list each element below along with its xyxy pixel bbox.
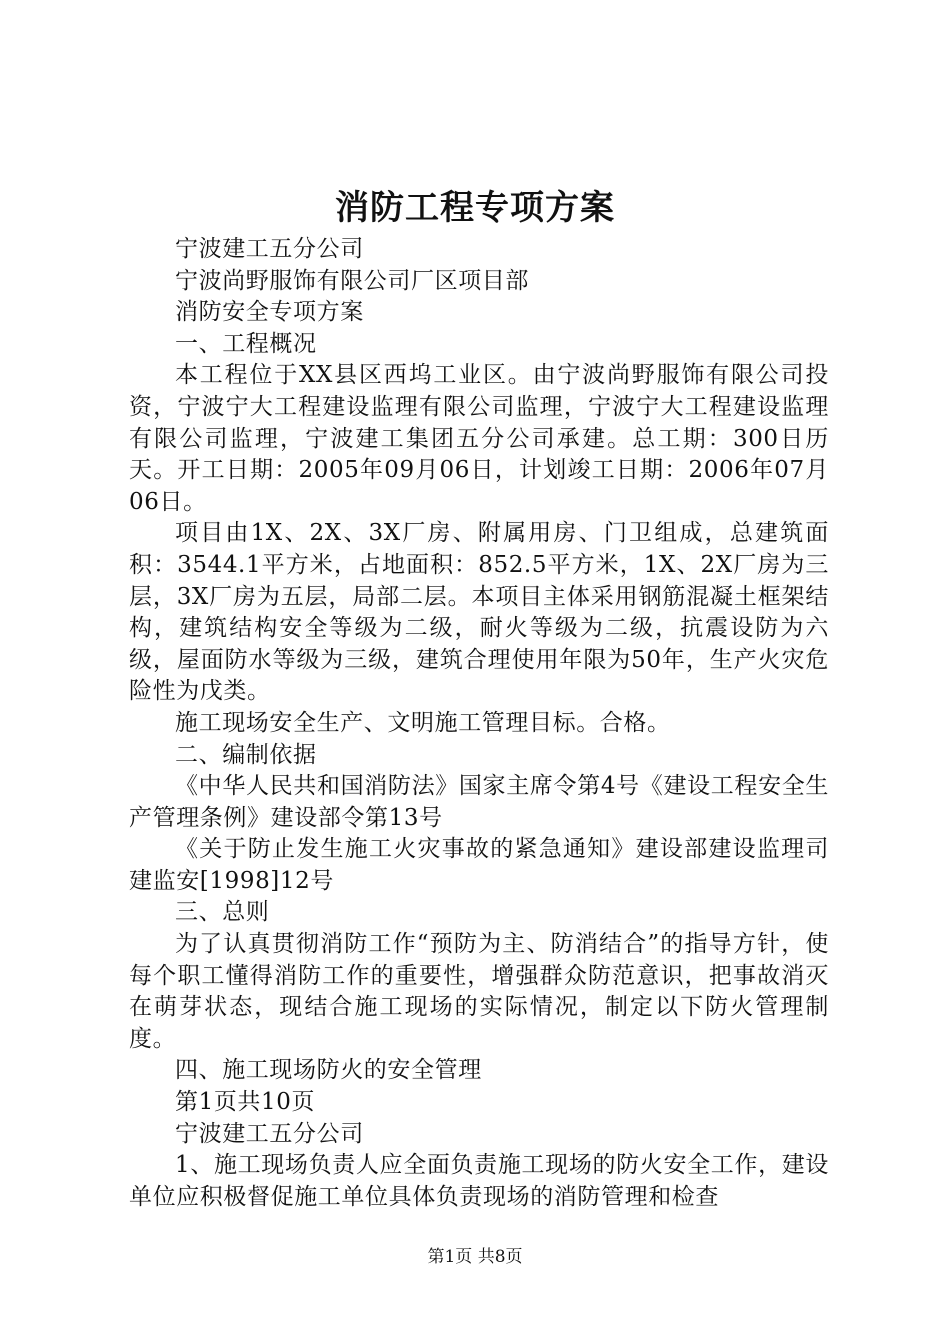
page-footer: 第1页 共8页	[427, 1247, 523, 1267]
paragraph-inline-page-number: 第1页共10页	[175, 1089, 316, 1116]
paragraph-plan-name: 消防安全专项方案	[175, 299, 364, 326]
section-heading-overview: 一、工程概况	[175, 330, 317, 357]
section-heading-basis: 二、编制依据	[175, 741, 317, 768]
paragraph-company: 宁波建工五分公司	[175, 236, 364, 262]
section-heading-site-fire: 四、施工现场防火的安全管理	[175, 1057, 482, 1084]
section-heading-general: 三、总则	[175, 899, 270, 926]
paragraph-overview-building: 项目由1X、2X、3X厂房、附属用房、门卫组成，总建筑面积：3544.1平方米，占地面积：852.5平方米，1X、2X厂房为三层，3X厂房为五层，局部二层。本项目主体采用钢筋混凝土框架结构，建筑结构安全等级为二级，耐火等级为二级，抗震设防为六级，屋面防水等级为三级，建筑合理使用年限为50年，生产火灾危险性为戊类。	[129, 520, 829, 705]
paragraph-basis-notice: 《关于防止发生施工火灾事故的紧急通知》建设部建设监理司建监安[1998]12号	[129, 836, 829, 894]
paragraph-item-1: 1、施工现场负责人应全面负责施工现场的防火安全工作，建设单位应积极督促施工单位具体负责现场的消防管理和检查	[129, 1152, 829, 1210]
paragraph-overview-location: 本工程位于XX县区西坞工业区。由宁波尚野服饰有限公司投资，宁波宁大工程建设监理有限公司监理，宁波宁大工程建设监理有限公司监理，宁波建工集团五分公司承建。总工期：300日历天。开工日期：2005年09月06日，计划竣工日期：2006年07月06日。	[129, 362, 829, 515]
document-body	[129, 234, 829, 1213]
paragraph-basis-law: 《中华人民共和国消防法》国家主席令第4号《建设工程安全生产管理条例》建设部令第13号	[129, 773, 829, 831]
paragraph-company-repeat: 宁波建工五分公司	[175, 1120, 364, 1147]
paragraph-management-goal: 施工现场安全生产、文明施工管理目标。合格。	[175, 709, 671, 736]
paragraph-general-policy: 为了认真贯彻消防工作“预防为主、防消结合”的指导方针，使每个职工懂得消防工作的重要性，增强群众防范意识，把事故消灭在萌芽状态，现结合施工现场的实际情况，制定以下防火管理制度。	[129, 931, 829, 1052]
document-title: 消防工程专项方案	[335, 188, 615, 228]
paragraph-project-dept: 宁波尚野服饰有限公司厂区项目部	[175, 267, 529, 294]
